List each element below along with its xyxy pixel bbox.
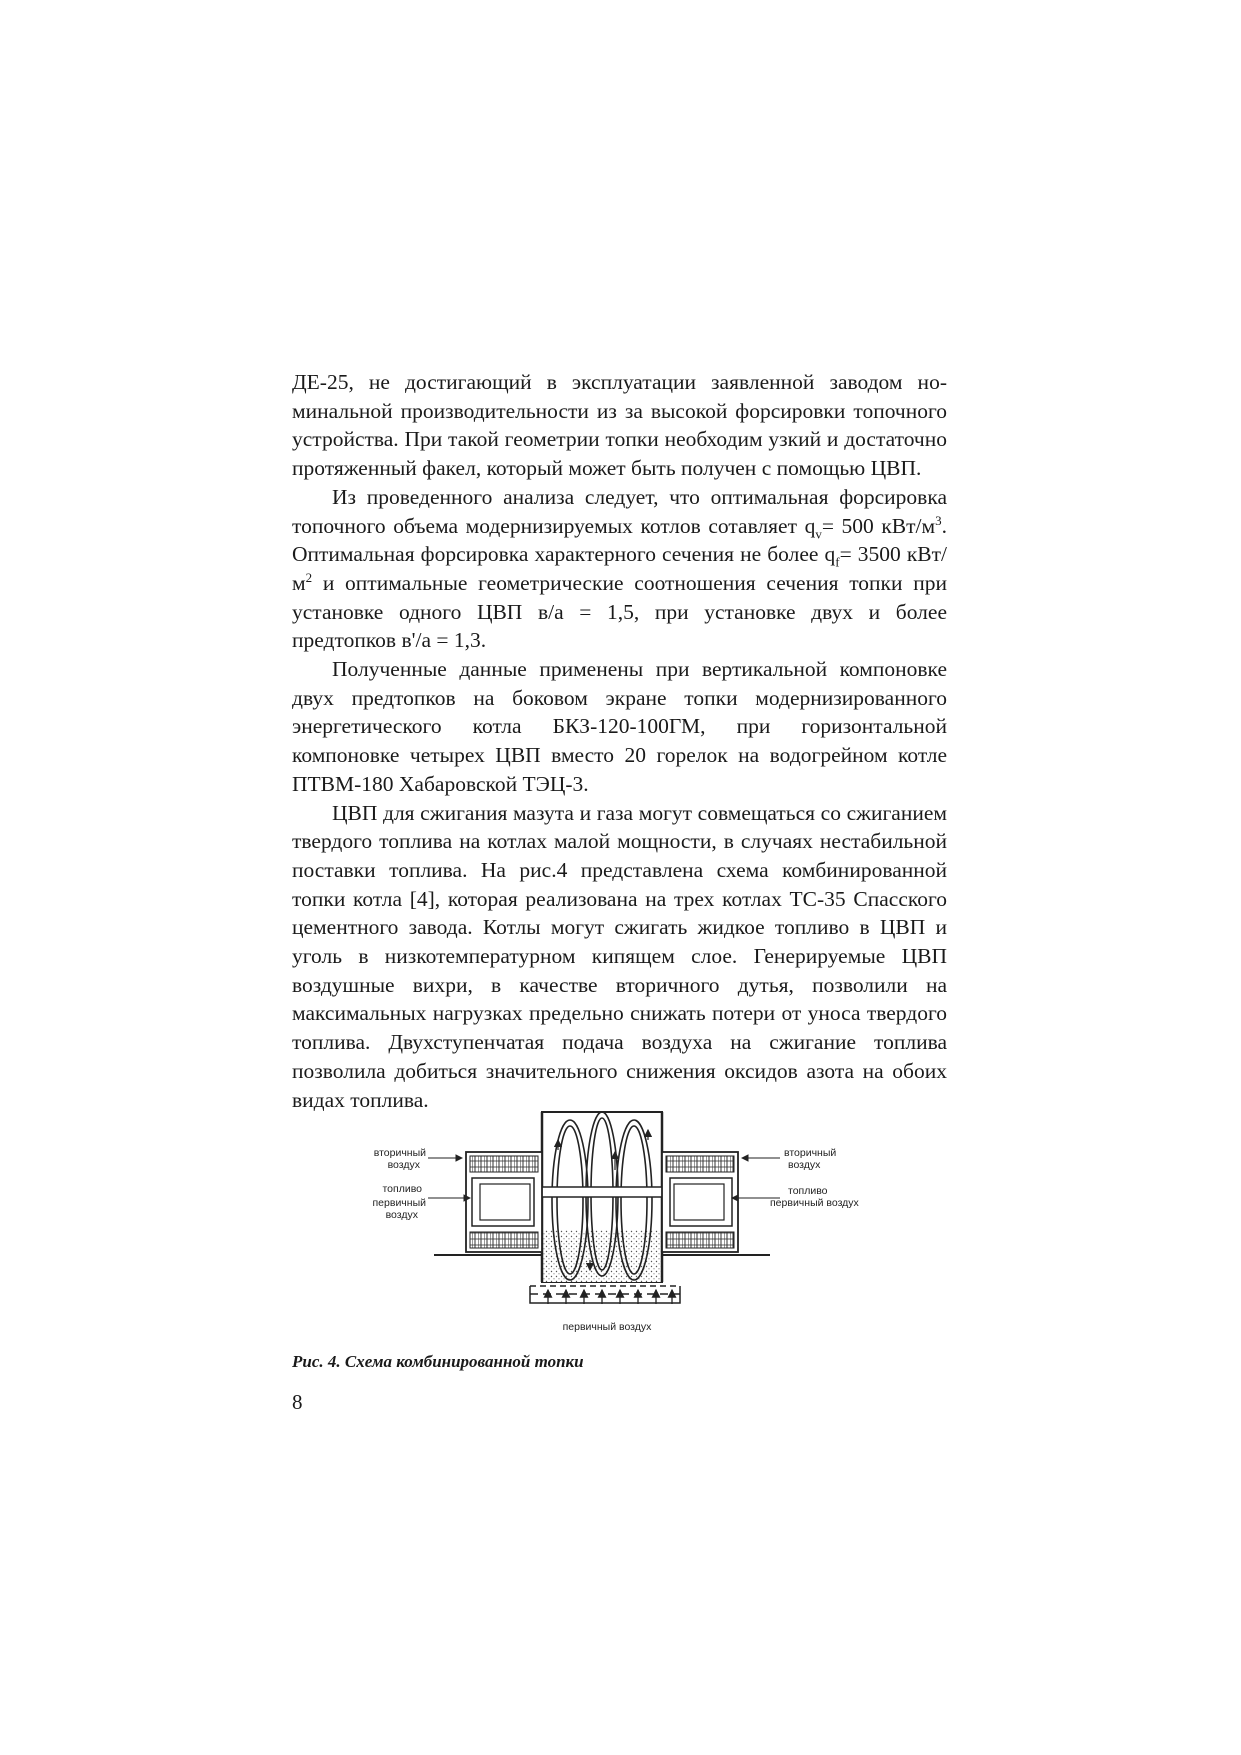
body-text bbox=[292, 368, 947, 1114]
grate-arrows bbox=[548, 1290, 672, 1304]
label-left-primary-1: первичный bbox=[372, 1197, 426, 1209]
label-left-secondary-2: воздух bbox=[387, 1159, 420, 1171]
label-left-primary-2: воздух bbox=[385, 1209, 418, 1221]
label-left-fuel: топливо bbox=[382, 1183, 422, 1195]
paragraph-2: Из проведенного анализа следует, что оптимальная форсировка топочного объема модернизируемых котлов сотавляет $q_v= 500$ кВт/$м^3$. Оптимальная форсировка характерного сечения не более $q_f= 3500$ кВт/$м^2$ и оптимальные геометрические соотношения сечения топки при установке одного ЦВП в/а = 1,5, при установке двух и более предтопков в'/а = 1,3. bbox=[292, 484, 948, 653]
label-right-secondary-2: воздух bbox=[788, 1159, 821, 1171]
furnace-diagram bbox=[370, 1110, 890, 1350]
label-left-secondary-1: вторичный bbox=[373, 1147, 426, 1159]
figure-caption: Рис. 4. Схема комбинированной топки bbox=[292, 1352, 584, 1371]
left-burner-casing bbox=[434, 1152, 542, 1255]
fluidized-bed-grate bbox=[530, 1286, 680, 1303]
paragraph-4: ЦВП для сжигания мазута и газа могут совмещаться со сжиганием твердого топлива на котлах малой мощности, в случаях нестабильной поставки топлива. На рис.4 представлена схема комбинированной топки котла [4], которая реализована на трех котлах ТС-35 Спасского цементного завода. Котлы могут сжигать жидкое топливо в ЦВП и уголь в низкотемпературном кипящем слое. Генерируемые ЦВП воздушные вихри, в качестве вторичного дутья, позволили на максимальных нагрузках предельно снижать потери от уноса твердого топлива. Двухступенчатая подача воздуха на сжигание топлива позволила добиться значительного снижения оксидов азота на обоих видах топлива. bbox=[292, 800, 947, 1112]
page-number: 8 bbox=[292, 1390, 303, 1414]
label-right-primary: первичный воздух bbox=[770, 1197, 859, 1209]
label-bottom-primary: первичный воздух bbox=[562, 1321, 652, 1333]
label-right-fuel: топливо bbox=[788, 1185, 828, 1197]
label-right-secondary-1: вторичный bbox=[784, 1147, 837, 1159]
paragraph-1: ДЕ-25, не достигающий в эксплуатации заявленной заводом номинальной производительности из за высокой форсировки топочного устройства. При такой геометрии топки необходим узкий и достаточно протяженный факел, который может быть получен с помощью ЦВП. bbox=[292, 370, 947, 481]
right-burner-casing bbox=[662, 1152, 770, 1255]
paragraph-3: Полученные данные применены при вертикальной компоновке двух предтопков на боковом экране топки модернизированного энергетического котла БКЗ-120-100ГМ, при горизонтальной компоновке четырех ЦВП вместо 20 горелок на водогрейном котле ПТВМ-180 Хабаровской ТЭЦ-3. bbox=[292, 657, 947, 796]
